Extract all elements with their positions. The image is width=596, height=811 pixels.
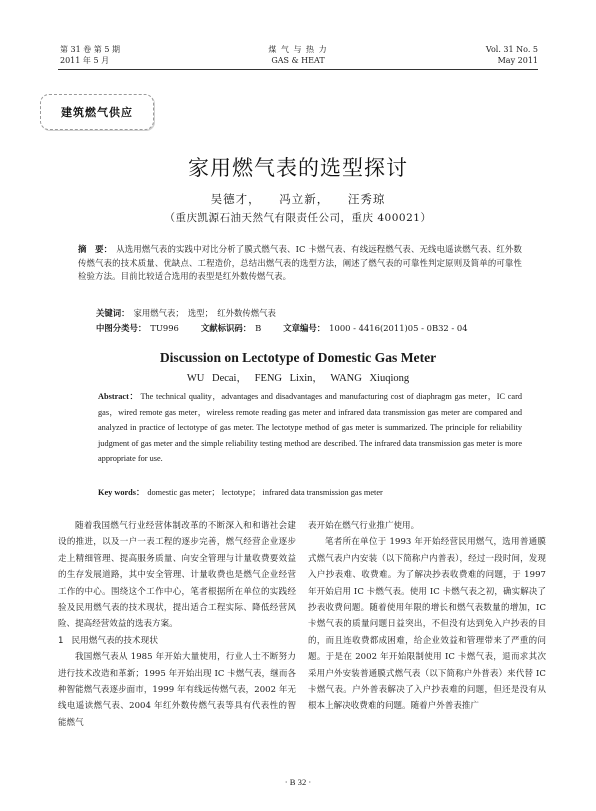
header-journal-cn: 煤 气 与 热 力 — [268, 45, 328, 54]
keywords-cn — [96, 307, 526, 319]
body-paragraph: 随着我国燃气行业经营体制改革的不断深入和和谐社会建设的推进，以及一户一表工程的逐步完善，燃气经营企业逐步走上精细管理、提高服务质量、向安全管理与计量收费要效益的生存发展道路，其中安全管理、计量收费也是燃气企业经营工作的中心。围绕这个工作中心，笔者根据所在单位的实践经验及民用燃气表的技术现状，提出适合工程实际、降低经营风险、提高经营效益的选表方案。 — [58, 521, 296, 630]
abstract-en-text: The technical quality，advantages and disadvantages and manufacturing cost of diaphragm gas meter，IC card gas，wired remote gas meter，wireless remote reading gas meter and infrared data transmission gas meter are compared and analyzed in practice of lectotype of gas meter. The lectotype method of gas meter is summarized. The principle for reliability judgment of gas meter and the simple reliability testing method are described. The infrared data transmission gas meter is more appropriate for use. — [98, 392, 523, 464]
keywords-cn-label: 关键词： — [96, 308, 130, 318]
header-volume-en — [486, 44, 538, 66]
header-journal-en: GAS & HEAT — [271, 56, 325, 65]
abstract-en-label: Abstract： — [98, 392, 139, 401]
keywords-en — [98, 487, 528, 499]
clc-label: 中图分类号： — [96, 323, 147, 333]
affiliation-cn: （重庆凯源石油天然气有限责任公司，重庆 400021） — [164, 212, 432, 224]
page-number: · B 32 · — [284, 777, 312, 787]
header-volume-en-text: Vol. 31 No. 5 — [485, 45, 538, 54]
keywords-en-text: domestic gas meter； lectotype； infrared data transmission gas meter — [147, 488, 383, 497]
body-paragraph: 我国燃气表从 1985 年开始大量使用，行业人士不断努力进行技术改造和革新；1995 年开始出现 IC 卡燃气表，继而各种智能燃气表逐步面市，1999 年有线远传燃气表，2002 年无线电遥读燃气表、2004 年红外数传燃气表等具有代表性的智能燃气 — [58, 652, 296, 728]
doc-code-value: B — [255, 323, 262, 333]
authors-en: WU Decai， FENG Lixin， WANG Xiuqiong — [186, 373, 410, 384]
header-date-cn: 2011 年 5 月 — [60, 56, 110, 65]
page-title-cn: 家用燃气表的选型探讨 — [188, 156, 408, 180]
abstract-cn-text: 从选用燃气表的实践中对比分析了膜式燃气表、IC 卡燃气表、有线远程燃气表、无线电遥读燃气表、红外数传燃气表的技术质量、优缺点、工程造价，总结出燃气表的选型方法，阐述了燃气表的可靠性判定原则及简单的可靠性检验方法。目前比较适合选用的表型是红外数传燃气表。 — [78, 244, 522, 282]
body-paragraph-continued: 表开始在燃气行业推广使用。 — [308, 521, 420, 531]
body-column-right — [308, 518, 546, 715]
header-volume-cn: 第 31 卷 第 5 期 — [60, 45, 120, 54]
article-no-value: 1000 - 4416(2011)05 - 0B32 - 04 — [329, 323, 468, 333]
article-no-label: 文章编号： — [283, 323, 326, 333]
header-rule — [58, 69, 538, 70]
clc-value: TU996 — [150, 323, 179, 333]
header-date-en: May 2011 — [497, 56, 538, 65]
page-title-en: Discussion on Lectotype of Domestic Gas Meter — [159, 350, 437, 365]
body-column-left — [58, 518, 296, 731]
abstract-en — [98, 389, 522, 467]
abstract-cn-label: 摘 要： — [78, 244, 113, 254]
section-heading-text: 民用燃气表的技术现状 — [71, 635, 158, 646]
section-tag-label: 建筑燃气供应 — [61, 106, 133, 119]
doc-code-label: 文献标识码： — [200, 323, 252, 333]
keywords-cn-text: 家用燃气表； 选型； 红外数传燃气表 — [133, 308, 276, 318]
abstract-cn — [78, 243, 522, 284]
section-heading-number: 1 — [58, 635, 64, 646]
body-paragraph: 笔者所在单位于 1993 年开始经营民用燃气，选用普通膜式燃气表户内安装（以下简称户内普表），经过一段时间，发现入户抄表难、收费难。为了解决抄表收费难的问题，于 1997 年开始启用 IC 卡燃气表。使用 IC 卡燃气表之初，确实解决了抄表收费问题。随着使用年限的增长和燃气表数量的增加，IC 卡燃气表的质量问题日益突出，不但没有达到免入户抄表的目的，而且连收费都成困难，给企业效益和管理带来了严重的问题。于是在 2002 年开始限制使用 IC 卡燃气表，退而求其次采用户外安装普通膜式燃气表（以下简称户外普表）来代替 IC 卡燃气表。户外普表解决了入户抄表难的问题，但还是没有从根本上解决收费难的问题。随着户外普表推广 — [308, 537, 546, 712]
authors-cn: 吴德才， 冯立新， 汪秀琼 — [210, 192, 386, 206]
classification-row — [96, 322, 526, 334]
section-tag — [40, 94, 154, 130]
keywords-en-label: Key words： — [98, 488, 145, 497]
section-heading — [58, 633, 296, 649]
